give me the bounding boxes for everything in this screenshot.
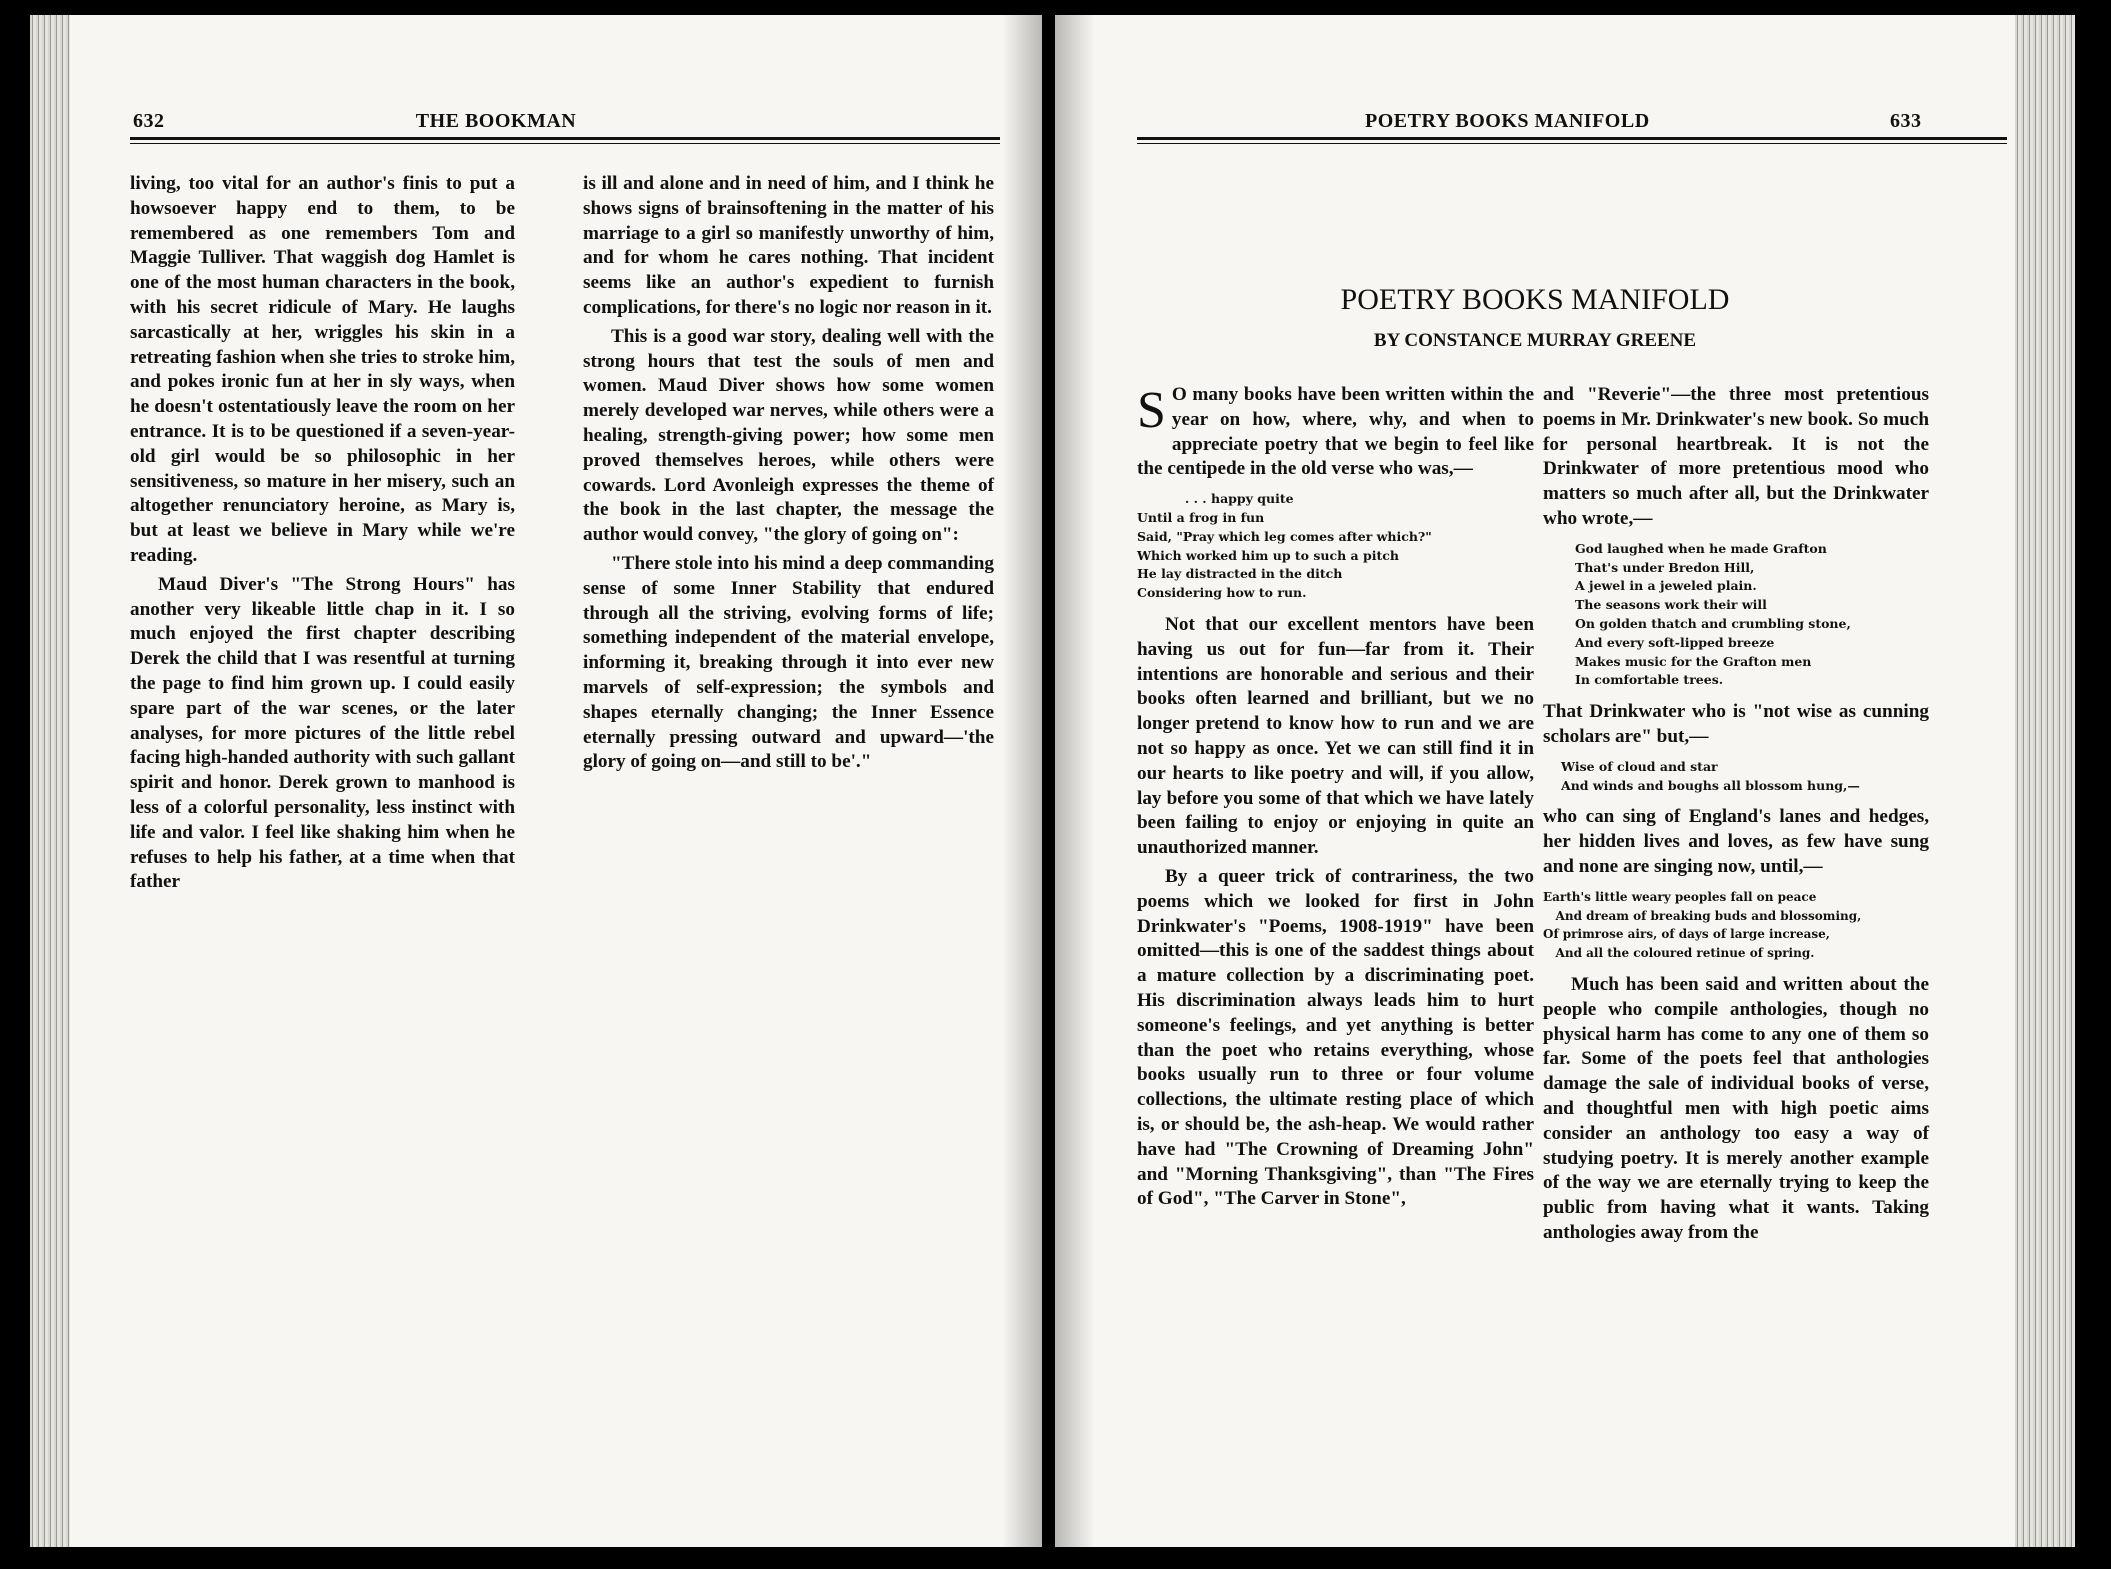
poem-line: On golden thatch and crumbling stone, [1575,615,1851,631]
paragraph: Not that our excellent mentors have been having us out for fun—far from it. Their intentions are honorable and serious and their books often learned and brilliant, but we no longer pretend to know how to run and we are not so happy as once. Yet we can still find it in our hearts to like poetry and will, if you allow, lay before you some of that which we have lately been failing to enjoy or enjoying in quite an unauthorized manner. [1137,613,1534,859]
paragraph: is ill and alone and in need of him, and I think he shows signs of brainsoftening in the matter of his marriage to a girl so manifestly unworthy of him, and for whom he cares nothing. That incident seems like an author's expedient to furnish complications, for there's no logic nor reason in it. [583,173,994,318]
page-edges [2015,15,2075,1547]
page-edges [30,15,70,1547]
poem-line: Makes music for the Grafton men [1575,653,1812,669]
left-page [30,15,1042,1547]
paragraph: Maud Diver's "The Strong Hours" has another very likeable little chap in it. I so much enjoyed the first chapter describing Derek the child that I was resentful at turning the page to find him grown up. I could easily spare part of the war scenes, or the later analyses, for more pictures of the little rebel facing high-handed authority with such gallant spirit and honor. Derek grown to manhood is less of a colorful personality, less instinct with life and valor. I feel like shaking him when he refuses to help his father, at a time when that father [130,573,515,893]
opening-paragraph [1137,383,1534,482]
poem-line: Until a frog in fun [1137,509,1265,525]
page-number: 632 [133,110,165,132]
paragraph: By a queer trick of contrariness, the two poems which we looked for first in John Drinkwater's "Poems, 1908-1919" have been omitted—this is one of the saddest things about a mature collection by a discriminating poet. His discrimination always leads him to hurt someone's feelings, and yet anything is better than the poet who retains everything, whose books usually run to three or four volume collections, the ultimate resting place of which is, or should be, the ash-heap. We would rather have had "The Crowning of Dreaming John" and "Morning Thanksgiving", than "The Fires of God", "The Carver in Stone", [1137,865,1534,1210]
poem-line: Which worked him up to such a pitch [1137,547,1399,563]
article-title: POETRY BOOKS MANIFOLD [1340,283,1730,316]
poem-quote [1561,758,1929,796]
page-number: 633 [1890,110,1922,132]
poem-line: Considering how to run. [1137,585,1307,601]
paragraph: "There stole into his mind a deep commanding sense of some Inner Stability that endured through all the striving, evolving forms of life; something independent of the material envelope, informing it, breaking through it into ever new marvels of self-expression; the symbols and shapes eternally changing; the Inner Essence eternally pressing outward and upward—'the glory of going on—and still to be'." [583,552,994,773]
header-rule [1137,137,2007,144]
paragraph: who can sing of England's lanes and hedges, her hidden lives and loves, as few have sung and none are singing now, until,— [1543,806,1929,877]
poem-line: And dream of breaking buds and blossoming, [1543,908,1862,923]
running-title: THE BOOKMAN [415,110,577,132]
column-2 [583,172,994,775]
poem-line: Said, "Pray which leg comes after which?" [1137,528,1432,544]
poem-line: And every soft-lipped breeze [1575,634,1775,650]
poem-line: God laughed when he made Grafton [1575,540,1827,556]
column-1 [1137,383,1534,1212]
running-title: POETRY BOOKS MANIFOLD [1365,110,1650,132]
poem-line: A jewel in a jeweled plain. [1575,578,1757,594]
poem-line: . . . happy quite [1137,491,1294,507]
paragraph: and "Reverie"—the three most pretentious poems in Mr. Drinkwater's new book. So much for personal heartbreak. It is not the Drinkwater of more pretentious mood who matters so much after all, but the Drinkwater who wrote,— [1543,384,1929,529]
poem-line: Wise of cloud and star [1561,758,1718,774]
poem-quote [1137,490,1534,603]
header-rule [130,137,1000,144]
poem-line: In comfortable trees. [1575,672,1724,688]
paragraph: This is a good war story, dealing well with the strong hours that test the souls of men and women. Maud Diver shows how some women merely developed war nerves, while others were a healing, strength-giving power; how some men proved themselves heroes, while others were cowards. Lord Avonleigh expresses the theme of the book in the last chapter, the message the author would convey, "the glory of going on": [583,325,994,546]
gutter-shadow [1002,15,1042,1547]
poem-line: And all the coloured retinue of spring. [1543,946,1815,961]
paragraph: Much has been said and written about the people who compile anthologies, though no physical harm has come to any one of them so far. Some of the poets feel that anthologies damage the sale of individual books of verse, and thoughtful men with high poetic aims consider an anthology too easy a way of studying poetry. It is merely another example of the way we are eternally trying to keep the public from having what it wants. Taking anthologies away from the [1543,973,1929,1243]
poem-line: And winds and boughs all blossom hung,— [1561,777,1860,793]
poem-line: Earth's little weary peoples fall on peace [1543,889,1817,904]
poem-line: The seasons work their will [1575,597,1767,613]
paragraph: That Drinkwater who is "not wise as cunning scholars are" but,— [1543,701,1929,747]
poem-quote [1575,540,1929,690]
poem-line: Of primrose airs, of days of large increase, [1543,927,1830,942]
paragraph-text: O many books have been written within the year on how, where, why, and when to appreciate poetry that we begin to feel like the centipede in the old verse who was,— [1137,384,1534,480]
gutter-shadow [1055,15,1095,1547]
poem-quote [1543,888,1929,963]
drop-cap: S [1137,382,1166,439]
right-page [1055,15,2075,1547]
column-1 [130,172,515,895]
poem-line: That's under Bredon Hill, [1575,559,1755,575]
paragraph: living, too vital for an author's finis to put a howsoever happy end to them, to be remembered as one remembers Tom and Maggie Tulliver. That waggish dog Hamlet is one of the most human characters in the book, with his secret ridicule of Mary. He laughs sarcastically at her, wriggles his skin in a retreating fashion when she tries to stroke him, and pokes ironic fun at her in sly ways, when he doesn't ostentatiously leave the room on her entrance. It is to be questioned if a seven-year-old girl would be so philosophic in her sensitiveness, so mature in her misery, such an altogether renunciatory heroine, as Mary is, but at least we believe in Mary while we're reading. [130,173,515,566]
poem-line: He lay distracted in the ditch [1137,566,1343,582]
column-2 [1543,383,1929,1246]
byline: BY CONSTANCE MURRAY GREENE [1373,330,1697,351]
